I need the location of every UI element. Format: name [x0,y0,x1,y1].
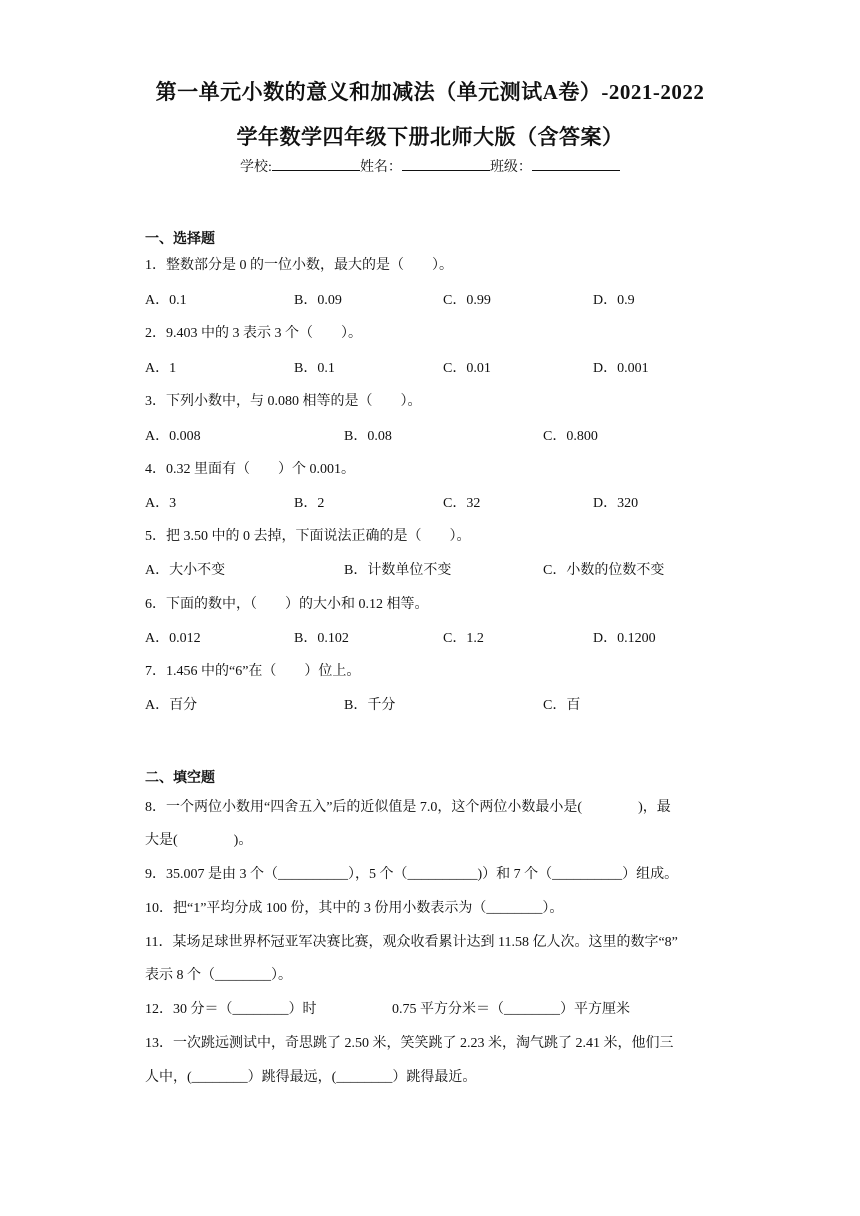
q1-option-c: C．0.99 [443,293,491,308]
student-info-row [0,156,860,176]
question-5: 5．把 3.50 中的 0 去掉，下面说法正确的是（ ）。 [145,529,471,544]
question-8-line-2: 大是( )。 [145,833,253,848]
question-8-line-1: 8．一个两位小数用“四舍五入”后的近似值是 7.0，这个两位小数最小是( )，最 [145,800,671,815]
class-blank[interactable] [532,158,620,171]
q2-option-c: C．0.01 [443,361,491,376]
q5-option-a: A．大小不变 [145,563,226,578]
question-7: 7．1.456 中的“6”在（ ）位上。 [145,664,361,679]
class-label: 班级： [489,160,532,175]
question-13-line-2: 人中，(________）跳得最远，(________）跳得最近。 [145,1070,477,1085]
name-label: 姓名： [359,160,402,175]
q4-option-a: A．3 [145,496,177,511]
q5-option-b: B．计数单位不变 [344,563,452,578]
q3-option-a: A．0.008 [145,429,201,444]
name-blank[interactable] [402,158,490,171]
school-label: 学校: [240,160,272,175]
question-1: 1．整数部分是 0 的一位小数，最大的是（ ）。 [145,258,453,273]
question-13-line-1: 13．一次跳远测试中，奇思跳了 2.50 米，笑笑跳了 2.23 米，淘气跳了 2.41 米，他们三 [145,1036,674,1051]
q1-option-a: A．0.1 [145,293,187,308]
question-9: 9．35.007 是由 3 个（__________），5 个（__________)）和 7 个（__________）组成。 [145,867,679,882]
q2-option-a: A．1 [145,361,177,376]
section-title-fill-blank: 二、填空题 [145,771,215,786]
q5-option-c: C．小数的位数不变 [543,563,665,578]
q7-option-b: B．千分 [344,698,396,713]
question-11-line-2: 表示 8 个（________）。 [145,968,292,983]
q4-option-b: B．2 [294,496,325,511]
q6-option-b: B．0.102 [294,631,349,646]
question-3: 3．下列小数中，与 0.080 相等的是（ ）。 [145,394,422,409]
q1-option-b: B．0.09 [294,293,342,308]
q7-option-c: C．百 [543,698,581,713]
question-10: 10．把“1”平均分成 100 份，其中的 3 份用小数表示为（________）。 [145,901,564,916]
q1-option-d: D．0.9 [593,293,635,308]
question-12-part-2: 0.75 平方分米＝（________）平方厘米 [392,1002,630,1017]
q2-option-d: D．0.001 [593,361,649,376]
q4-option-c: C．32 [443,496,481,511]
q4-option-d: D．320 [593,496,639,511]
question-2: 2．9.403 中的 3 表示 3 个（ ）。 [145,326,362,341]
q6-option-c: C．1.2 [443,631,484,646]
q3-option-c: C．0.800 [543,429,598,444]
section-title-choice: 一、选择题 [145,232,215,247]
question-4: 4．0.32 里面有（ ）个 0.001。 [145,462,355,477]
school-blank[interactable] [272,158,360,171]
q3-option-b: B．0.08 [344,429,392,444]
q6-option-d: D．0.1200 [593,631,656,646]
question-6: 6．下面的数中，（ ）的大小和 0.12 相等。 [145,597,429,612]
document-title-line-2: 学年数学四年级下册北师大版（含答案） [236,125,624,149]
q2-option-b: B．0.1 [294,361,335,376]
question-12-part-1: 12．30 分＝（________）时 [145,1002,317,1017]
document-title-line-1: 第一单元小数的意义和加减法（单元测试A卷）-2021-2022 [155,80,705,104]
question-11-line-1: 11．某场足球世界杯冠亚军决赛比赛，观众收看累计达到 11.58 亿人次。这里的数字“8” [145,935,678,950]
q7-option-a: A．百分 [145,698,198,713]
q6-option-a: A．0.012 [145,631,201,646]
